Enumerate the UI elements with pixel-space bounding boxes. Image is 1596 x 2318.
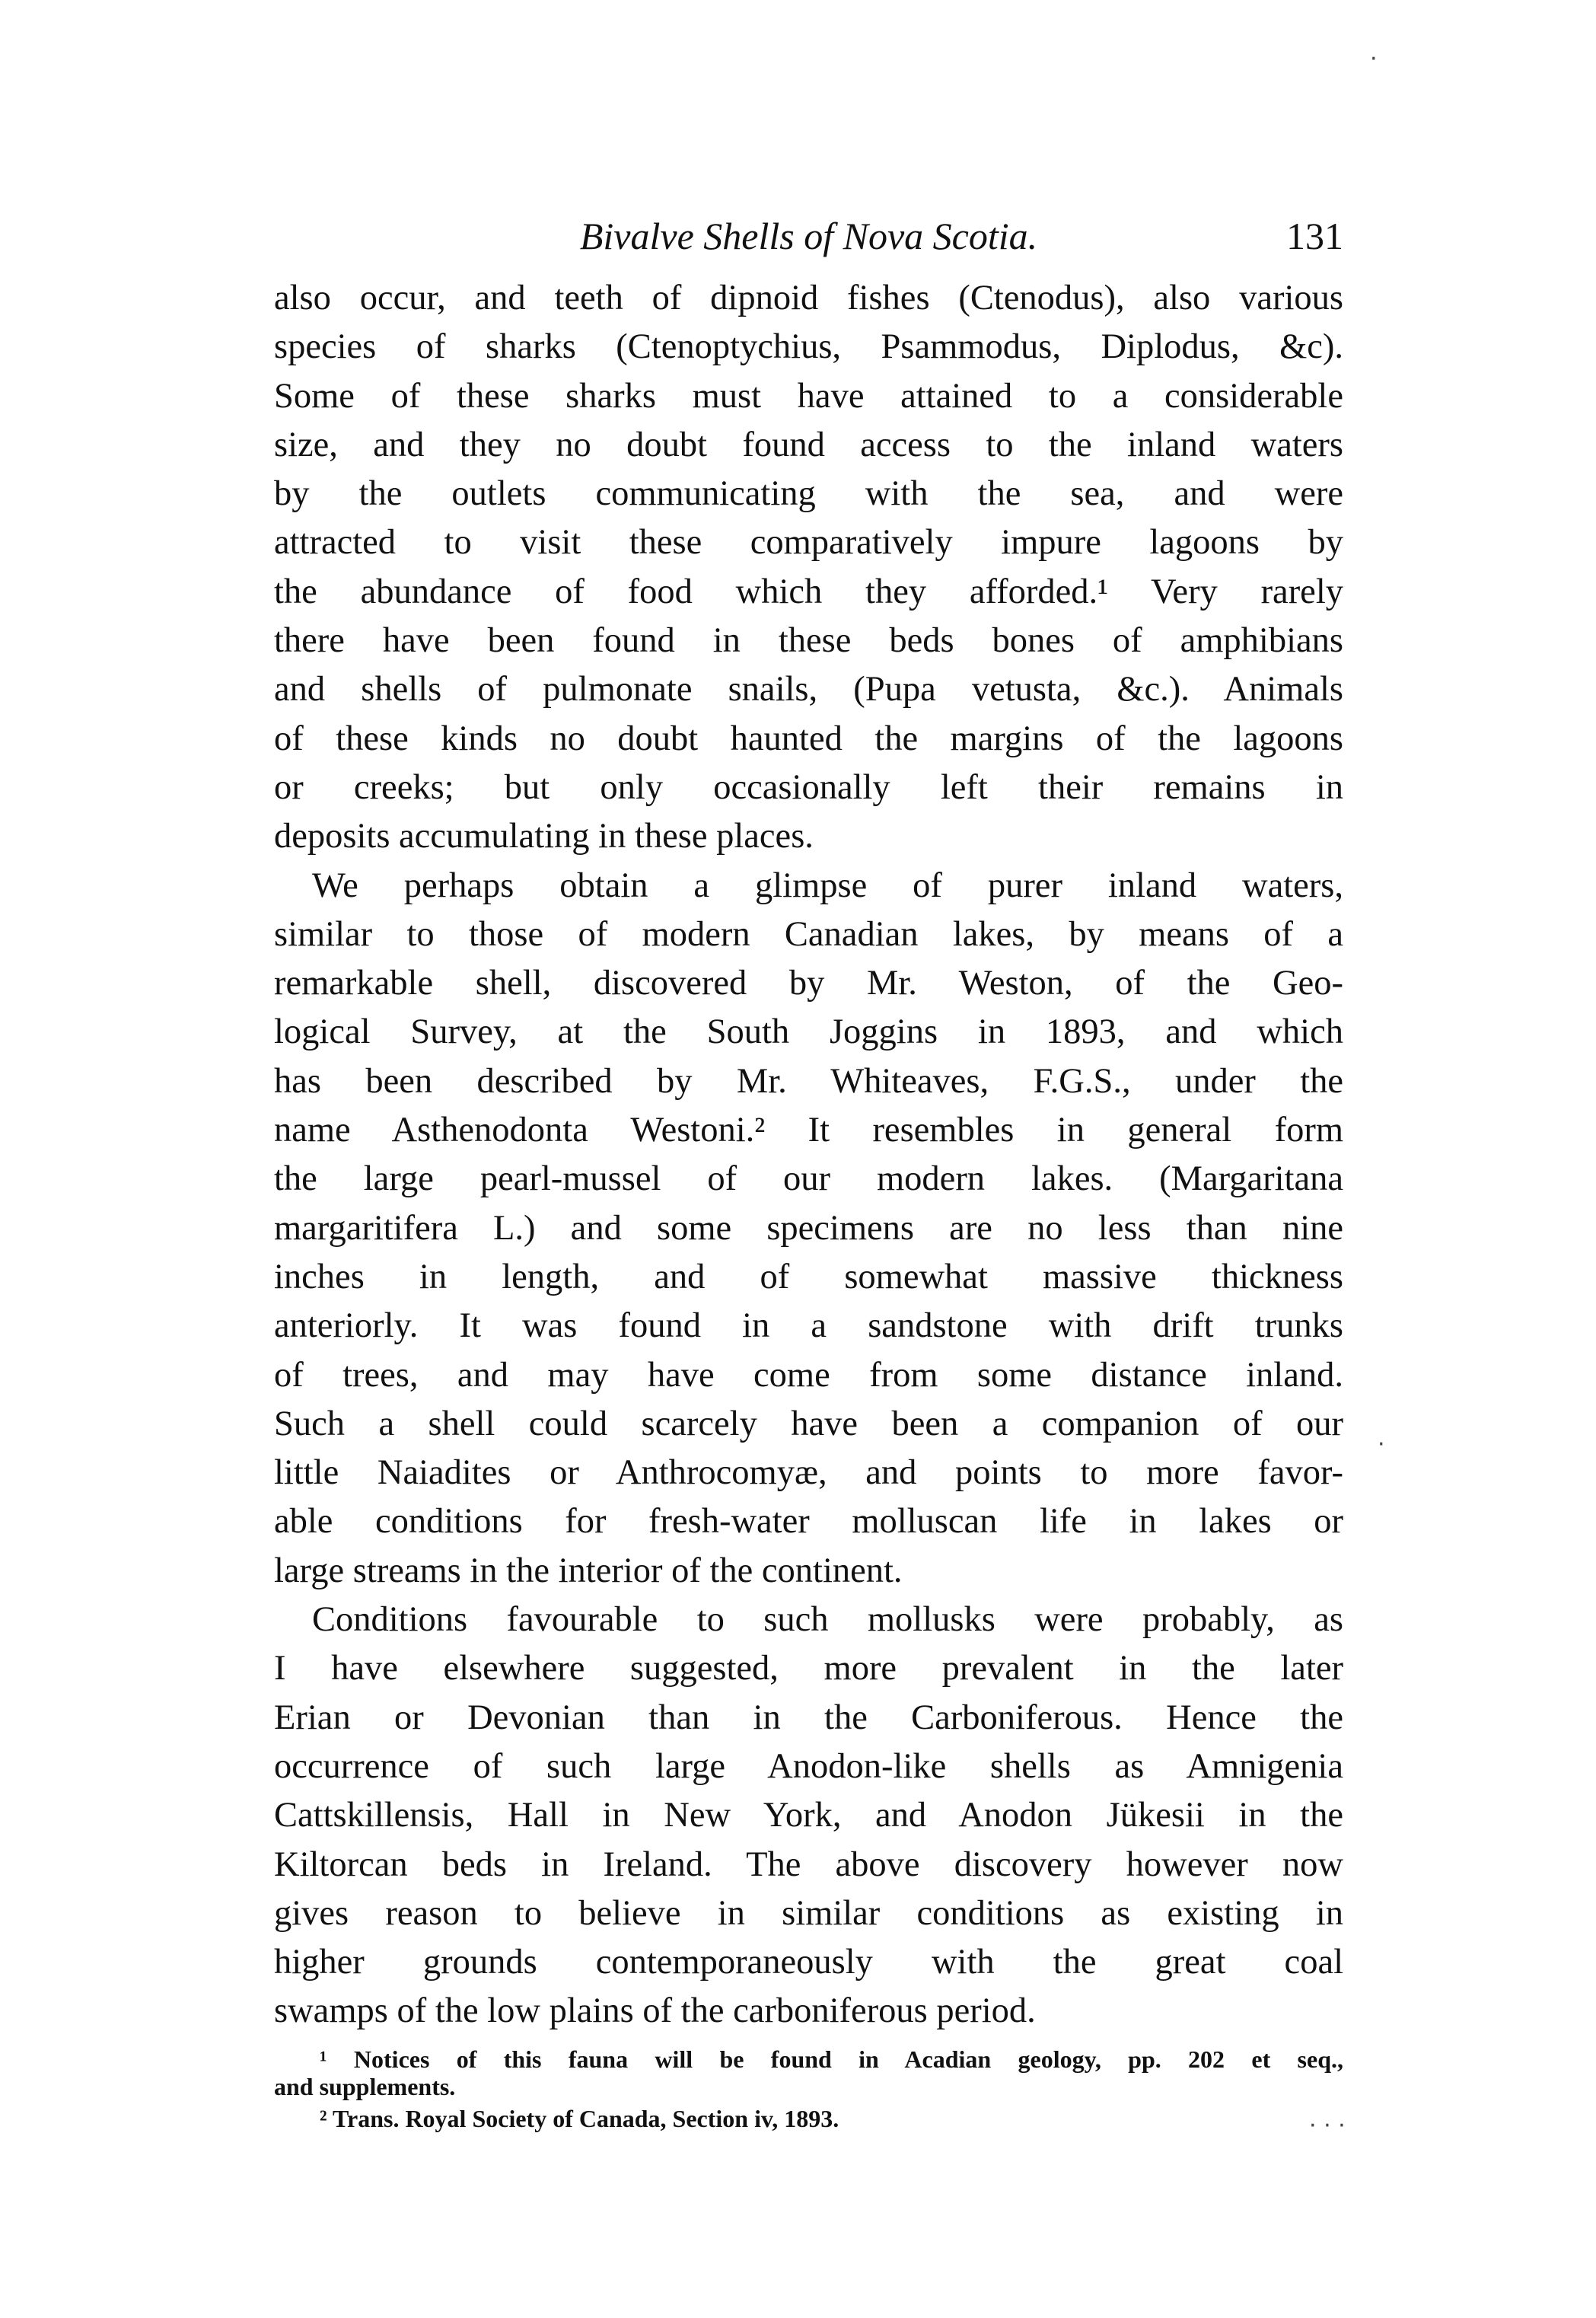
text-line: the abundance of food which they afforded.¹ Very rarely: [274, 572, 1343, 611]
text-line: size, and they no doubt found access to the inland waters: [274, 425, 1343, 464]
text-line: has been described by Mr. Whiteaves, F.G.S., under the: [274, 1061, 1343, 1101]
text-line: remarkable shell, discovered by Mr. Weston, of the Geo-: [274, 964, 1343, 1003]
text-line: margaritifera L.) and some specimens are no less than nine: [274, 1208, 1343, 1248]
text-line: Conditions favourable to such mollusks were probably, as: [312, 1600, 1343, 1640]
text-line: the large pearl-mussel of our modern lakes. (Margaritana: [274, 1159, 1343, 1199]
text-line: and shells of pulmonate snails, (Pupa vetusta, &c.). Animals: [274, 670, 1343, 709]
text-line: similar to those of modern Canadian lakes, by means of a: [274, 914, 1343, 954]
scan-speck: · · ·: [1309, 2112, 1346, 2139]
text-line: or creeks; but only occasionally left their remains in: [274, 767, 1343, 807]
paragraph-2: [274, 862, 1343, 1596]
text-line: anteriorly. It was found in a sandstone with drift trunks: [274, 1306, 1343, 1346]
footnote-line: ² Trans. Royal Society of Canada, Section iv, 1893.: [320, 2104, 839, 2132]
text-line: Erian or Devonian than in the Carboniferous. Hence the: [274, 1698, 1343, 1737]
text-line: Cattskillensis, Hall in New York, and Anodon Jükesii in the: [274, 1796, 1343, 1835]
text-line: of trees, and may have come from some distance inland.: [274, 1355, 1343, 1395]
running-head: [274, 206, 1343, 266]
text-line: deposits accumulating in these places.: [274, 817, 814, 856]
text-line: occurrence of such large Anodon-like shells as Amnigenia: [274, 1746, 1343, 1786]
text-line: able conditions for fresh-water molluscan life in lakes or: [274, 1502, 1343, 1542]
running-title: Bivalve Shells of Nova Scotia.: [579, 215, 1038, 257]
text-line: I have elsewhere suggested, more prevalent in the later: [274, 1649, 1343, 1688]
footnote-2: [274, 2105, 1343, 2132]
text-line: of these kinds no doubt haunted the margins of the lagoons: [274, 719, 1343, 758]
text-line: name Asthenodonta Westoni.² It resembles in general form: [274, 1111, 1343, 1150]
footnote-line: ¹ Notices of this fauna will be found in Acadian geology, pp. 202 et seq.,: [320, 2045, 1343, 2073]
paragraph-3: [274, 1596, 1343, 2036]
text-line: gives reason to believe in similar conditions as existing in: [274, 1893, 1343, 1933]
text-line: higher grounds contemporaneously with the great coal: [274, 1943, 1343, 1982]
text-line: there have been found in these beds bones of amphibians: [274, 621, 1343, 661]
text-line: swamps of the low plains of the carboniferous period.: [274, 1991, 1036, 2031]
text-line: large streams in the interior of the continent.: [274, 1551, 903, 1590]
text-line: logical Survey, at the South Joggins in 1893, and which: [274, 1012, 1343, 1052]
text-line: inches in length, and of somewhat massive thickness: [274, 1257, 1343, 1296]
text-line: attracted to visit these comparatively impure lagoons by: [274, 523, 1343, 563]
text-line: species of sharks (Ctenoptychius, Psammodus, Diplodus, &c).: [274, 327, 1343, 367]
footnotes: [274, 2045, 1343, 2132]
text-line: by the outlets communicating with the sea, and were: [274, 474, 1343, 514]
text-line: little Naiadites or Anthrocomyæ, and points to more favor-: [274, 1453, 1343, 1493]
text-line: We perhaps obtain a glimpse of purer inland waters,: [312, 866, 1343, 905]
scan-speck: ·: [1370, 46, 1378, 72]
scan-speck: ·: [1378, 1431, 1385, 1458]
body-text: [274, 274, 1343, 2036]
book-page: [274, 206, 1343, 2132]
footnote-line: and supplements.: [274, 2072, 456, 2100]
text-line: also occur, and teeth of dipnoid fishes (Ctenodus), also various: [274, 279, 1343, 317]
text-line: Some of these sharks must have attained to a considerable: [274, 376, 1343, 416]
text-line: Such a shell could scarcely have been a companion of our: [274, 1404, 1343, 1443]
paragraph-1: [274, 274, 1343, 862]
page-number: 131: [1286, 215, 1343, 257]
footnote-1: [274, 2045, 1343, 2100]
text-line: Kiltorcan beds in Ireland. The above discovery however now: [274, 1845, 1343, 1884]
